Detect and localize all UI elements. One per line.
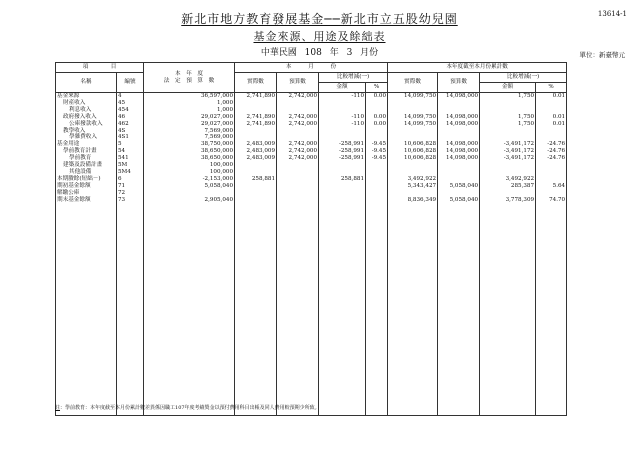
row-ytd-percent: -24.76 — [536, 155, 567, 162]
header-ytd-budget: 預算數 — [438, 73, 480, 93]
row-annual-budget: 29,027,000 — [144, 114, 235, 121]
row-code: 4 — [117, 93, 144, 100]
table-header — [56, 63, 567, 93]
row-month-actual: 2,483,009 — [235, 148, 277, 155]
row-month-budget — [277, 134, 319, 141]
row-ytd-percent — [536, 128, 567, 135]
row-ytd-budget — [438, 134, 480, 141]
filler-cell — [277, 204, 319, 416]
row-month-percent — [366, 169, 388, 176]
header-month-budget: 預算數 — [277, 73, 319, 93]
filler-cell — [366, 204, 388, 416]
filler-cell — [235, 204, 277, 416]
row-month-actual — [235, 197, 277, 204]
row-code: 4S — [117, 128, 144, 135]
row-month-budget — [277, 176, 319, 183]
row-ytd-budget: 14,098,000 — [438, 141, 480, 148]
row-ytd-percent: -24.76 — [536, 141, 567, 148]
row-month-budget: 2,742,000 — [277, 114, 319, 121]
row-ytd-budget — [438, 162, 480, 169]
filler-cell — [536, 204, 567, 416]
header-item: 項 目 — [56, 63, 144, 73]
table-row — [56, 169, 567, 176]
row-month-budget: 2,742,000 — [277, 93, 319, 100]
row-ytd-percent — [536, 190, 567, 197]
row-ytd-budget — [438, 128, 480, 135]
row-month-budget — [277, 197, 319, 204]
row-annual-budget: 1,000 — [144, 107, 235, 114]
row-ytd-budget: 14,098,000 — [438, 148, 480, 155]
row-ytd-actual: 5,343,427 — [388, 183, 438, 190]
table-row — [56, 176, 567, 183]
header-annual-budget — [144, 63, 235, 93]
header-month-group: 本 月 份 — [235, 63, 388, 73]
row-code: 73 — [117, 197, 144, 204]
page-subtitle-text: 基金來源、用途及餘絀表 — [253, 30, 386, 43]
row-ytd-amount — [480, 190, 536, 197]
row-ytd-amount: 1,750 — [480, 93, 536, 100]
row-month-percent: 0.00 — [366, 93, 388, 100]
table-row — [56, 134, 567, 141]
row-month-budget: 2,742,000 — [277, 121, 319, 128]
header-annual-budget-line1: 本 年 度 — [175, 70, 203, 77]
table-filler-row — [56, 204, 567, 416]
row-ytd-actual: 14,099,750 — [388, 93, 438, 100]
row-ytd-percent — [536, 100, 567, 107]
row-month-actual — [235, 162, 277, 169]
row-ytd-actual — [388, 128, 438, 135]
row-code: 71 — [117, 183, 144, 190]
row-month-actual: 2,483,009 — [235, 141, 277, 148]
table-row — [56, 107, 567, 114]
header-name: 名稱 — [56, 73, 117, 93]
row-code: 462 — [117, 121, 144, 128]
row-ytd-amount — [480, 128, 536, 135]
row-ytd-budget: 14,098,000 — [438, 121, 480, 128]
row-ytd-budget: 5,058,040 — [438, 197, 480, 204]
filler-cell — [319, 204, 366, 416]
row-month-amount: -110 — [319, 93, 366, 100]
footnote-label: 註 — [55, 405, 61, 411]
row-ytd-budget — [438, 190, 480, 197]
row-annual-budget: 1,000 — [144, 100, 235, 107]
row-ytd-budget: 14,098,000 — [438, 93, 480, 100]
table-row — [56, 197, 567, 204]
row-month-percent: -9.45 — [366, 148, 388, 155]
row-month-percent — [366, 162, 388, 169]
row-month-actual: 2,741,890 — [235, 93, 277, 100]
header-ytd-compare: 比較增減(一) — [480, 73, 567, 83]
row-month-percent — [366, 183, 388, 190]
row-month-amount — [319, 100, 366, 107]
table-row — [56, 100, 567, 107]
row-ytd-percent — [536, 169, 567, 176]
row-month-amount — [319, 134, 366, 141]
row-name: 財產收入 — [56, 100, 117, 107]
row-month-amount: -258,991 — [319, 155, 366, 162]
filler-cell — [388, 204, 438, 416]
row-name: 政府撥入收入 — [56, 114, 117, 121]
row-name: 學前教育 — [56, 155, 117, 162]
row-ytd-actual — [388, 190, 438, 197]
row-name: 教學收入 — [56, 128, 117, 135]
row-annual-budget: 7,569,000 — [144, 128, 235, 135]
row-month-actual — [235, 100, 277, 107]
row-month-percent — [366, 197, 388, 204]
fund-statement-table — [55, 62, 567, 416]
row-ytd-budget — [438, 107, 480, 114]
row-month-budget: 2,742,000 — [277, 148, 319, 155]
filler-cell — [438, 204, 480, 416]
row-month-amount: 258,881 — [319, 176, 366, 183]
row-month-actual — [235, 107, 277, 114]
row-month-budget — [277, 107, 319, 114]
row-month-actual — [235, 183, 277, 190]
row-code: 46 — [117, 114, 144, 121]
row-month-percent: -9.45 — [366, 141, 388, 148]
row-month-amount: -110 — [319, 114, 366, 121]
row-ytd-amount — [480, 107, 536, 114]
header-ytd-percent: % — [536, 83, 567, 93]
table-row — [56, 155, 567, 162]
row-ytd-amount — [480, 100, 536, 107]
currency-unit: 單位：新臺幣元 — [579, 51, 625, 59]
row-ytd-percent: 74.70 — [536, 197, 567, 204]
row-annual-budget: 100,000 — [144, 162, 235, 169]
row-ytd-budget — [438, 169, 480, 176]
row-code: 541 — [117, 155, 144, 162]
row-ytd-actual: 10,606,828 — [388, 155, 438, 162]
row-annual-budget: 7,569,000 — [144, 134, 235, 141]
row-ytd-actual: 10,606,828 — [388, 141, 438, 148]
row-ytd-actual — [388, 107, 438, 114]
row-name: 建築及設備計畫 — [56, 162, 117, 169]
row-code: 72 — [117, 190, 144, 197]
row-ytd-budget — [438, 100, 480, 107]
row-ytd-actual — [388, 169, 438, 176]
row-month-amount — [319, 169, 366, 176]
table-row — [56, 114, 567, 121]
row-name: 公庫撥款收入 — [56, 121, 117, 128]
header-month-percent: % — [366, 83, 388, 93]
row-ytd-amount: -3,491,172 — [480, 148, 536, 155]
row-ytd-budget: 5,058,040 — [438, 183, 480, 190]
header-ytd-actual: 實際數 — [388, 73, 438, 93]
row-month-actual — [235, 134, 277, 141]
row-ytd-amount — [480, 162, 536, 169]
row-name: 期末基金餘額 — [56, 197, 117, 204]
row-ytd-percent — [536, 134, 567, 141]
filler-cell — [56, 204, 117, 416]
header-annual-budget-line2: 法 定 預 算 數 — [163, 77, 215, 84]
footnote — [55, 404, 320, 411]
row-ytd-budget: 14,098,000 — [438, 155, 480, 162]
row-month-percent — [366, 100, 388, 107]
row-month-amount: -258,991 — [319, 148, 366, 155]
row-ytd-percent — [536, 162, 567, 169]
row-month-amount — [319, 197, 366, 204]
report-period: 中華民國 108 年 3 月份 — [260, 48, 379, 58]
row-month-amount: -110 — [319, 121, 366, 128]
row-month-actual: 2,741,890 — [235, 121, 277, 128]
row-month-amount: -258,991 — [319, 141, 366, 148]
row-ytd-percent — [536, 176, 567, 183]
row-month-amount — [319, 107, 366, 114]
row-ytd-percent: -24.76 — [536, 148, 567, 155]
filler-cell — [144, 204, 235, 416]
row-month-amount — [319, 128, 366, 135]
row-code: 454 — [117, 107, 144, 114]
row-ytd-actual: 14,099,750 — [388, 114, 438, 121]
table-row — [56, 121, 567, 128]
row-ytd-budget: 14,098,000 — [438, 114, 480, 121]
row-code: 5M4 — [117, 169, 144, 176]
table-row — [56, 148, 567, 155]
row-month-budget — [277, 169, 319, 176]
page-subtitle — [0, 28, 639, 44]
row-annual-budget: 36,597,000 — [144, 93, 235, 100]
form-number: 13614-1 — [597, 10, 627, 18]
row-ytd-amount: -3,491,172 — [480, 155, 536, 162]
row-code: 54 — [117, 148, 144, 155]
header-month-amount: 金額 — [319, 83, 366, 93]
row-name: 利息收入 — [56, 107, 117, 114]
row-ytd-actual: 10,606,828 — [388, 148, 438, 155]
table-body — [56, 93, 567, 416]
row-month-percent — [366, 176, 388, 183]
row-ytd-actual: 8,836,349 — [388, 197, 438, 204]
row-ytd-amount: 3,778,309 — [480, 197, 536, 204]
row-annual-budget: 100,000 — [144, 169, 235, 176]
page-title-text: 新北市地方教育發展基金──新北市立五股幼兒園 — [181, 12, 458, 26]
row-name: 其他設備 — [56, 169, 117, 176]
row-month-budget: 2,742,000 — [277, 155, 319, 162]
row-month-budget — [277, 190, 319, 197]
row-name: 本期賸餘(短絀－) — [56, 176, 117, 183]
row-ytd-budget — [438, 176, 480, 183]
row-ytd-percent — [536, 107, 567, 114]
row-month-percent — [366, 190, 388, 197]
row-month-budget — [277, 128, 319, 135]
row-ytd-actual — [388, 100, 438, 107]
row-month-budget: 2,742,000 — [277, 141, 319, 148]
filler-cell — [117, 204, 144, 416]
row-annual-budget: 29,027,000 — [144, 121, 235, 128]
row-name: 學雜費收入 — [56, 134, 117, 141]
row-annual-budget: 2,905,040 — [144, 197, 235, 204]
row-month-percent — [366, 128, 388, 135]
filler-cell — [480, 204, 536, 416]
row-month-amount — [319, 190, 366, 197]
row-code: 5M — [117, 162, 144, 169]
row-annual-budget: 5,058,040 — [144, 183, 235, 190]
header-month-actual: 實際數 — [235, 73, 277, 93]
row-month-budget — [277, 100, 319, 107]
row-ytd-amount: 1,750 — [480, 114, 536, 121]
row-month-amount — [319, 183, 366, 190]
row-ytd-actual — [388, 134, 438, 141]
row-ytd-actual — [388, 162, 438, 169]
row-month-percent: 0.00 — [366, 114, 388, 121]
row-month-actual — [235, 128, 277, 135]
table-row — [56, 183, 567, 190]
row-annual-budget: 38,750,000 — [144, 141, 235, 148]
row-month-percent — [366, 107, 388, 114]
row-month-budget — [277, 183, 319, 190]
page-title — [0, 10, 639, 27]
header-month-compare: 比較增減(一) — [319, 73, 388, 83]
row-ytd-amount: 285,387 — [480, 183, 536, 190]
table-row — [56, 162, 567, 169]
header-ytd-amount: 金額 — [480, 83, 536, 93]
row-month-actual — [235, 190, 277, 197]
row-month-actual — [235, 169, 277, 176]
row-ytd-percent: 0.01 — [536, 121, 567, 128]
row-annual-budget: 38,650,000 — [144, 155, 235, 162]
row-ytd-percent: 0.01 — [536, 93, 567, 100]
row-code: 5 — [117, 141, 144, 148]
row-ytd-amount: 1,750 — [480, 121, 536, 128]
row-name: 基金來源 — [56, 93, 117, 100]
header-code: 編號 — [117, 73, 144, 93]
row-ytd-amount — [480, 134, 536, 141]
row-name: 解繳公庫 — [56, 190, 117, 197]
row-code: 4S1 — [117, 134, 144, 141]
row-ytd-amount: -3,491,172 — [480, 141, 536, 148]
row-annual-budget — [144, 190, 235, 197]
table-row — [56, 190, 567, 197]
row-ytd-actual: 3,492,922 — [388, 176, 438, 183]
row-name: 基金用途 — [56, 141, 117, 148]
row-month-percent: -9.45 — [366, 155, 388, 162]
table-row — [56, 93, 567, 100]
row-annual-budget: 38,650,000 — [144, 148, 235, 155]
header-ytd-group: 本年度截至本月份累計數 — [388, 63, 567, 73]
row-name: 期初基金餘額 — [56, 183, 117, 190]
row-ytd-percent: 5.64 — [536, 183, 567, 190]
row-ytd-amount: 3,492,922 — [480, 176, 536, 183]
row-code: 45 — [117, 100, 144, 107]
row-month-percent — [366, 134, 388, 141]
row-month-amount — [319, 162, 366, 169]
row-month-actual: 2,741,890 — [235, 114, 277, 121]
table-row — [56, 128, 567, 135]
footnote-text: ：學前教育：本年度截至本月份累計數差異係因職工107年度考績獎金以預付費用科目出帳及同人費用較預期少所致。 — [60, 405, 320, 411]
row-code: 6 — [117, 176, 144, 183]
row-month-actual: 258,881 — [235, 176, 277, 183]
row-annual-budget: -2,153,000 — [144, 176, 235, 183]
row-month-budget — [277, 162, 319, 169]
row-name: 學前教育計畫 — [56, 148, 117, 155]
table-row — [56, 141, 567, 148]
row-month-percent: 0.00 — [366, 121, 388, 128]
row-ytd-percent: 0.01 — [536, 114, 567, 121]
row-month-actual: 2,483,009 — [235, 155, 277, 162]
row-ytd-amount — [480, 169, 536, 176]
row-ytd-actual: 14,099,750 — [388, 121, 438, 128]
